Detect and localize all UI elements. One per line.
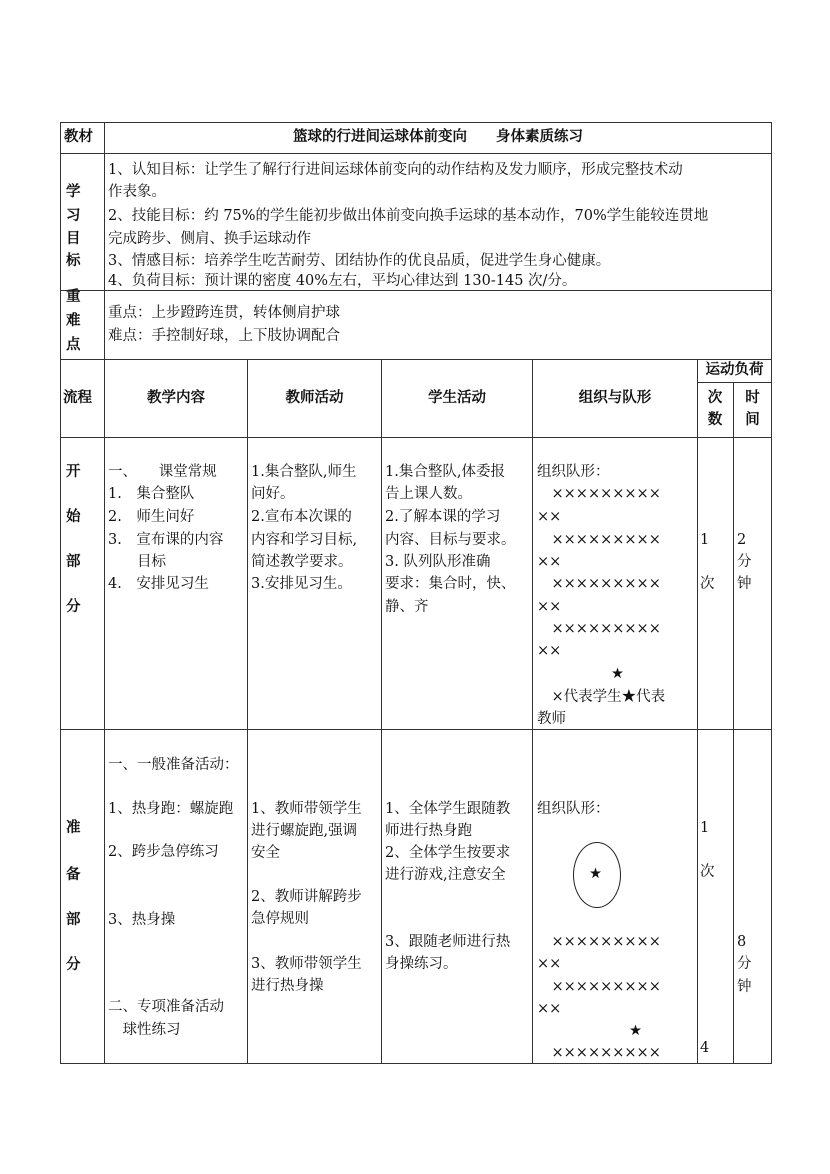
student-row-symbols: ××××××××× — [537, 979, 661, 995]
formation-legend: ×代表学生★代表 — [537, 689, 666, 705]
start-count: 1 — [700, 532, 710, 548]
prep-time: 分 — [737, 956, 752, 972]
start-teacher-line: 问好。 — [251, 486, 295, 502]
prep-time: 8 — [737, 934, 747, 950]
prep-count: 1 — [700, 820, 710, 836]
row-divider — [60, 437, 772, 438]
student-row-symbols: ××××××××× — [537, 1045, 661, 1061]
prep-student-line: 2、全体学生按要求 — [385, 845, 511, 861]
objectives-label-char: 学 — [66, 183, 81, 200]
student-row-symbols: ×× — [537, 643, 562, 659]
start-content-line: 目标 — [108, 554, 166, 570]
header-student: 学生活动 — [428, 389, 486, 406]
student-row-symbols: ×× — [537, 554, 562, 570]
start-time: 分 — [737, 554, 752, 570]
prep-label-char: 准 — [66, 819, 81, 836]
header-process: 流程 — [63, 389, 92, 406]
prep-content-line: 球性练习 — [108, 1022, 181, 1038]
header-count: 次 — [707, 389, 723, 406]
start-teacher-line: 简述教学要求。 — [251, 554, 353, 570]
table-border-top — [60, 122, 772, 123]
student-row-symbols: ××××××××× — [537, 934, 661, 950]
prep-content-line: 2、跨步急停练习 — [108, 844, 219, 860]
student-row-symbols: ××××××××× — [537, 486, 661, 502]
start-content-line: 一、 课堂常规 — [108, 464, 217, 480]
keypoints-label-char: 重 — [66, 288, 81, 305]
start-label-char: 部 — [66, 553, 81, 570]
prep-teacher-line: 2、教师讲解跨步 — [251, 889, 362, 905]
student-row-symbols: ××××××××× — [537, 621, 661, 637]
prep-teacher-line: 安全 — [251, 845, 280, 861]
row-divider — [60, 359, 772, 360]
start-student-line: 3. 队列队形准确 — [385, 554, 491, 570]
start-time: 钟 — [737, 576, 752, 592]
start-student-line: 静、齐 — [385, 599, 429, 615]
row-divider — [60, 153, 772, 154]
keypoints-label-char: 点 — [66, 336, 81, 353]
col-divider — [532, 359, 533, 1064]
prep-time: 钟 — [737, 979, 752, 995]
start-student-line: 告上课人数。 — [385, 486, 472, 502]
start-time: 2 — [737, 532, 747, 548]
row-divider — [60, 729, 772, 730]
start-content-line: 4. 安排见习生 — [108, 576, 209, 592]
student-row-symbols: ××××××××× — [537, 532, 661, 548]
col-divider — [247, 359, 248, 1064]
prep-student-line: 身操练习。 — [385, 956, 458, 972]
header-time: 间 — [745, 411, 760, 428]
objective-line: 2、技能目标：约 75%的学生能初步做出体前变向换手运球的基本动作，70%学生能较连贯地 — [108, 208, 709, 224]
prep-student-line: 师进行热身跑 — [385, 823, 472, 839]
objective-line: 1、认知目标：让学生了解行行进间运球体前变向的动作结构及发力顺序，形成完整技术动 — [108, 162, 683, 178]
keypoints-label-char: 难 — [66, 312, 81, 329]
objectives-label-char: 目 — [66, 230, 81, 247]
objective-line: 完成跨步、侧肩、换手运球动作 — [108, 231, 311, 247]
student-row-symbols: ×× — [537, 1001, 562, 1017]
prep-teacher-line: 进行螺旋跑,强调 — [251, 823, 358, 839]
prep-label-char: 分 — [66, 956, 81, 973]
prep-content-line: 二、专项准备活动 — [108, 999, 224, 1015]
prep-student-line: 进行游戏,注意安全 — [385, 867, 506, 883]
header-teacher: 教师活动 — [285, 389, 344, 406]
col-divider — [381, 359, 382, 1064]
prep-label-char: 部 — [66, 911, 81, 928]
prep-content-line: 一、一般准备活动： — [108, 757, 239, 773]
start-content-line: 1. 集合整队 — [108, 486, 195, 502]
prep-teacher-line: 进行热身操 — [251, 978, 324, 994]
header-load: 运动负荷 — [705, 361, 764, 378]
col-divider — [733, 382, 734, 1064]
header-count: 数 — [707, 411, 723, 428]
prep-count: 次 — [700, 864, 715, 880]
formation-legend: 教师 — [537, 711, 566, 727]
prep-formation-line: 组织队形： — [537, 801, 610, 817]
student-row-symbols: ×× — [537, 509, 562, 525]
objectives-label-char: 标 — [66, 252, 81, 269]
prep-teacher-line: 1、教师带领学生 — [251, 801, 362, 817]
start-teacher-line: 3.安排见习生。 — [251, 576, 352, 592]
table-border-right — [771, 122, 772, 1064]
start-label-char: 分 — [66, 598, 81, 615]
key-point-line: 重点：上步蹬跨连贯，转体侧肩护球 — [108, 305, 340, 321]
start-label-char: 始 — [66, 508, 81, 525]
col-divider — [104, 122, 105, 1064]
student-row-symbols: ×× — [537, 956, 562, 972]
header-organization: 组织与队形 — [578, 389, 652, 406]
prep-label-char: 备 — [66, 866, 81, 883]
start-label-char: 开 — [66, 463, 81, 480]
start-teacher-line: 2.宣布本次课的 — [251, 509, 352, 525]
material-label: 教材 — [64, 128, 93, 145]
prep-student-line: 1、全体学生跟随教 — [385, 801, 511, 817]
objectives-label-char: 习 — [66, 207, 81, 224]
prep-content-line: 3、热身操 — [108, 912, 176, 928]
teacher-star-icon: ★ — [611, 666, 624, 682]
header-time: 时 — [745, 389, 760, 406]
student-row-symbols: ×× — [537, 599, 562, 615]
objective-line: 作表象。 — [108, 184, 166, 200]
prep-content-line: 1、热身跑：螺旋跑 — [108, 801, 234, 817]
start-content-line: 3. 宣布课的内容 — [108, 532, 224, 548]
start-student-line: 内容、目标与要求。 — [385, 532, 516, 548]
start-student-line: 2.了解本课的学习 — [385, 509, 501, 525]
teacher-star-icon: ★ — [589, 866, 602, 882]
student-row-symbols: ××××××××× — [537, 576, 661, 592]
prep-teacher-line: 3、教师带领学生 — [251, 956, 362, 972]
start-student-line: 要求：集合时，快、 — [385, 576, 516, 592]
start-student-line: 1.集合整队,体委报 — [385, 464, 505, 480]
start-teacher-line: 1.集合整队,师生 — [251, 464, 357, 480]
objective-line: 3、情感目标：培养学生吃苦耐劳、团结协作的优良品质，促进学生身心健康。 — [108, 253, 611, 269]
start-count: 次 — [700, 576, 715, 592]
start-teacher-line: 内容和学习目标, — [251, 532, 358, 548]
row-divider — [697, 382, 772, 383]
teacher-star-icon: ★ — [629, 1023, 642, 1039]
start-content-line: 2. 师生问好 — [108, 509, 195, 525]
prep-count: 4 — [700, 1040, 710, 1056]
prep-teacher-line: 急停规则 — [251, 911, 309, 927]
objective-line: 4、负荷目标：预计课的密度 40%左右，平均心律达到 130-145 次/分。 — [108, 273, 577, 289]
table-border-left — [60, 122, 61, 1064]
table-border-bottom — [60, 1063, 772, 1064]
col-divider — [697, 359, 698, 1064]
lesson-title: 篮球的行进间运球体前变向 身体素质练习 — [293, 128, 583, 145]
prep-student-line: 3、跟随老师进行热 — [385, 934, 511, 950]
start-formation-line: 组织队形： — [537, 464, 610, 480]
key-point-line: 难点：手控制好球，上下肢协调配合 — [108, 328, 340, 344]
header-content: 教学内容 — [147, 389, 205, 406]
